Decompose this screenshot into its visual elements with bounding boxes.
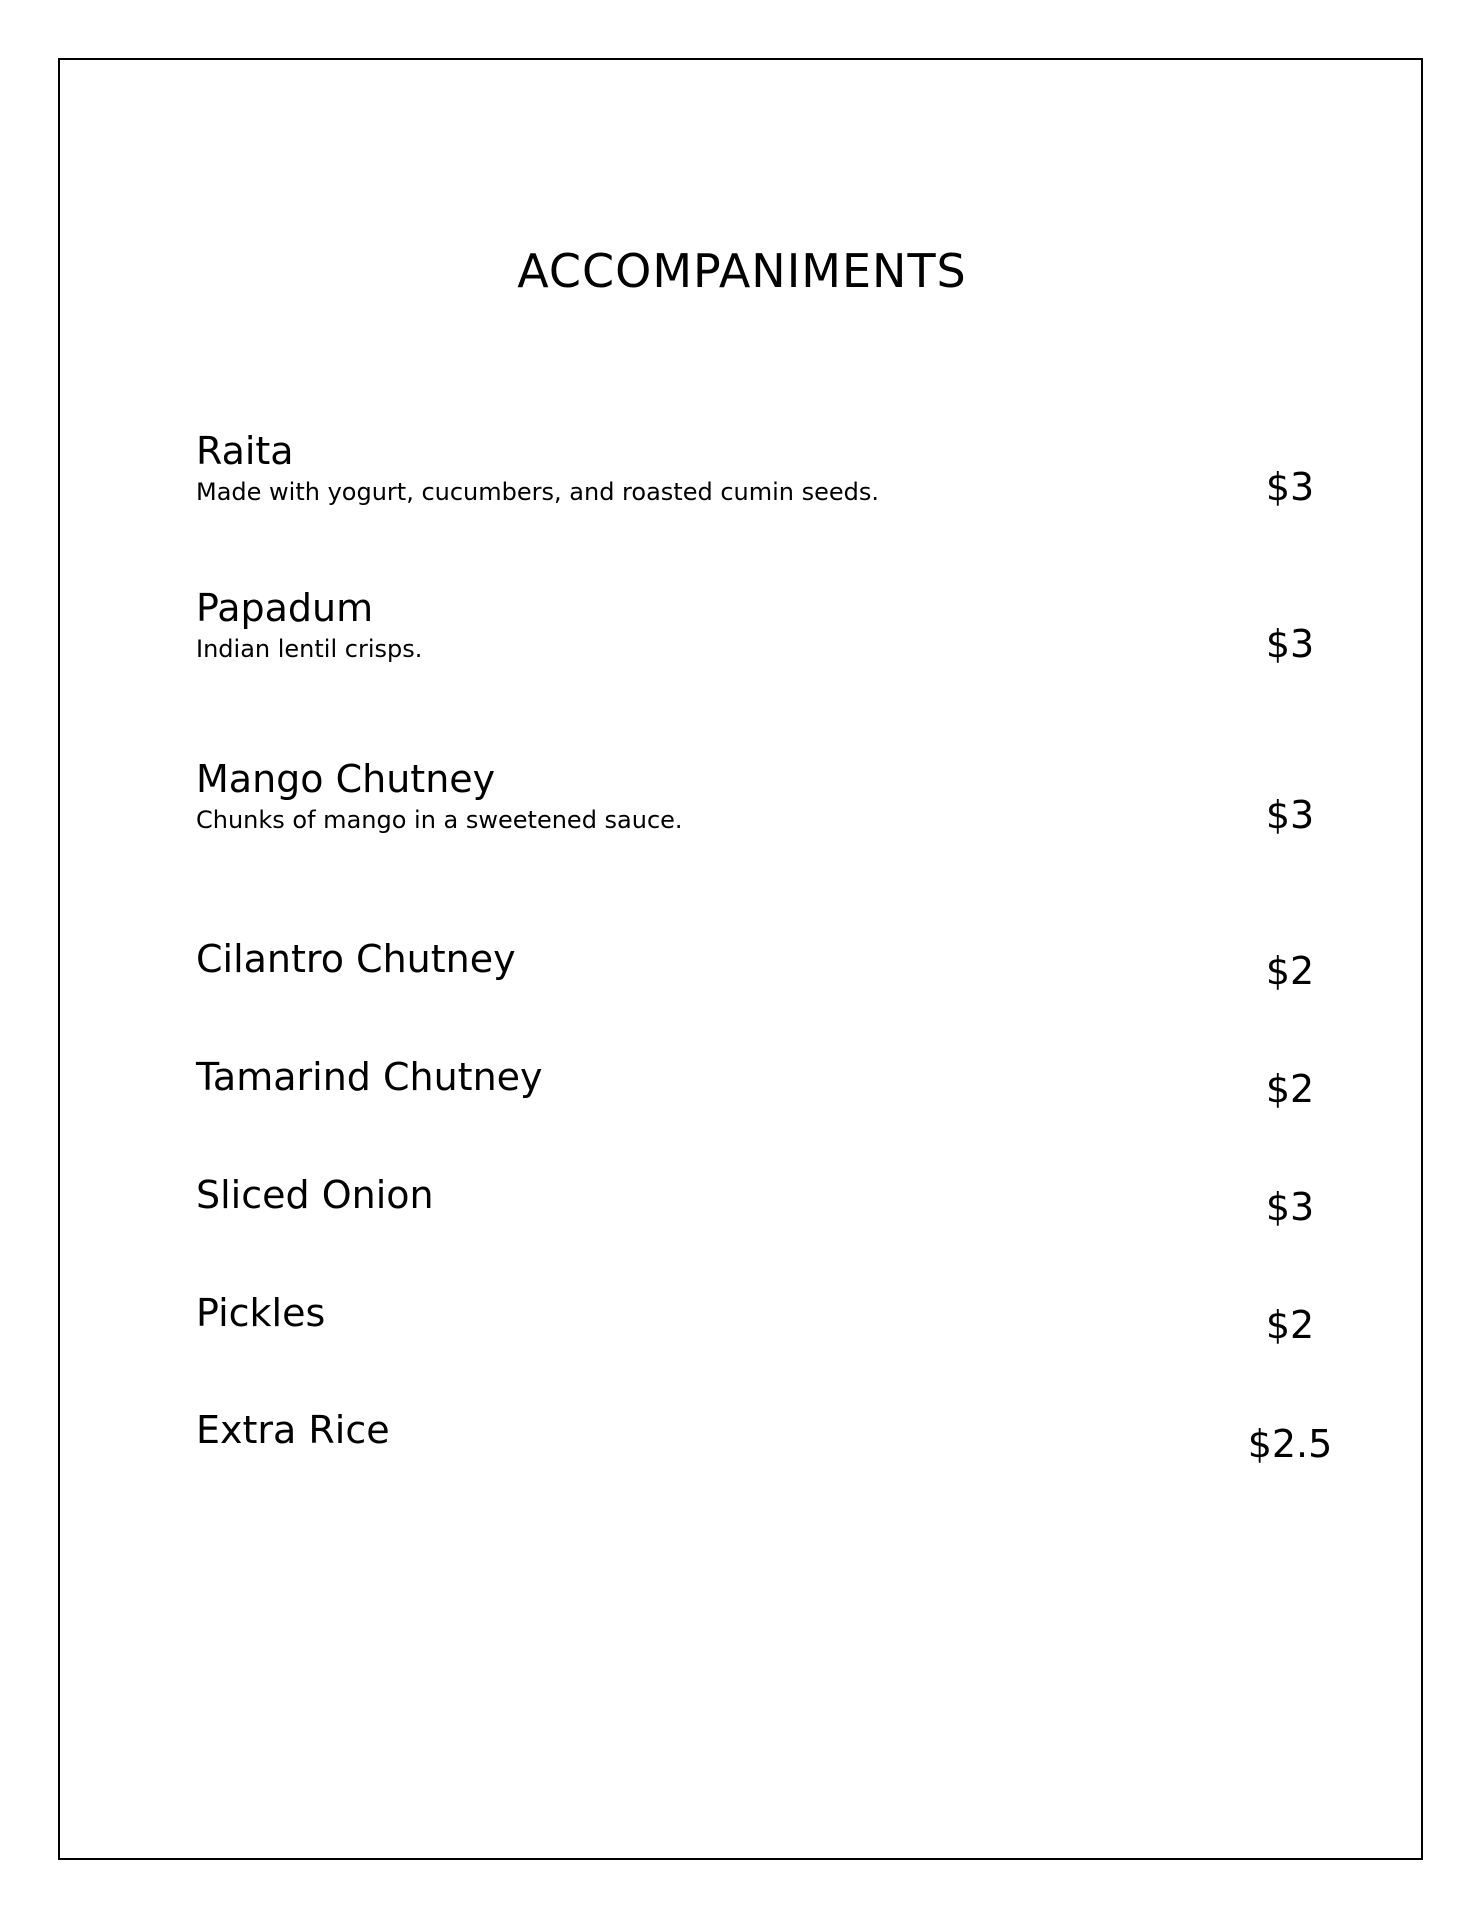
item-name: Sliced Onion	[196, 1173, 434, 1217]
item-price: $3	[1265, 622, 1315, 666]
item-description: Chunks of mango in a sweetened sauce.	[196, 806, 683, 834]
item-price: $3	[1265, 1185, 1315, 1229]
item-name: Cilantro Chutney	[196, 937, 516, 981]
menu-title: ACCOMPANIMENTS	[517, 244, 967, 298]
item-name: Mango Chutney	[196, 757, 496, 801]
item-price: $3	[1265, 793, 1315, 837]
item-name: Tamarind Chutney	[196, 1055, 543, 1099]
item-description: Indian lentil crisps.	[196, 635, 423, 663]
item-name: Extra Rice	[196, 1408, 390, 1452]
item-price: $3	[1265, 465, 1315, 509]
item-name: Pickles	[196, 1291, 326, 1335]
item-name: Raita	[196, 429, 294, 473]
item-price: $2	[1265, 1067, 1315, 1111]
item-price: $2	[1265, 1303, 1315, 1347]
item-price: $2.5	[1247, 1422, 1333, 1466]
item-price: $2	[1265, 949, 1315, 993]
item-description: Made with yogurt, cucumbers, and roasted cumin seeds.	[196, 478, 880, 506]
item-name: Papadum	[196, 586, 374, 630]
